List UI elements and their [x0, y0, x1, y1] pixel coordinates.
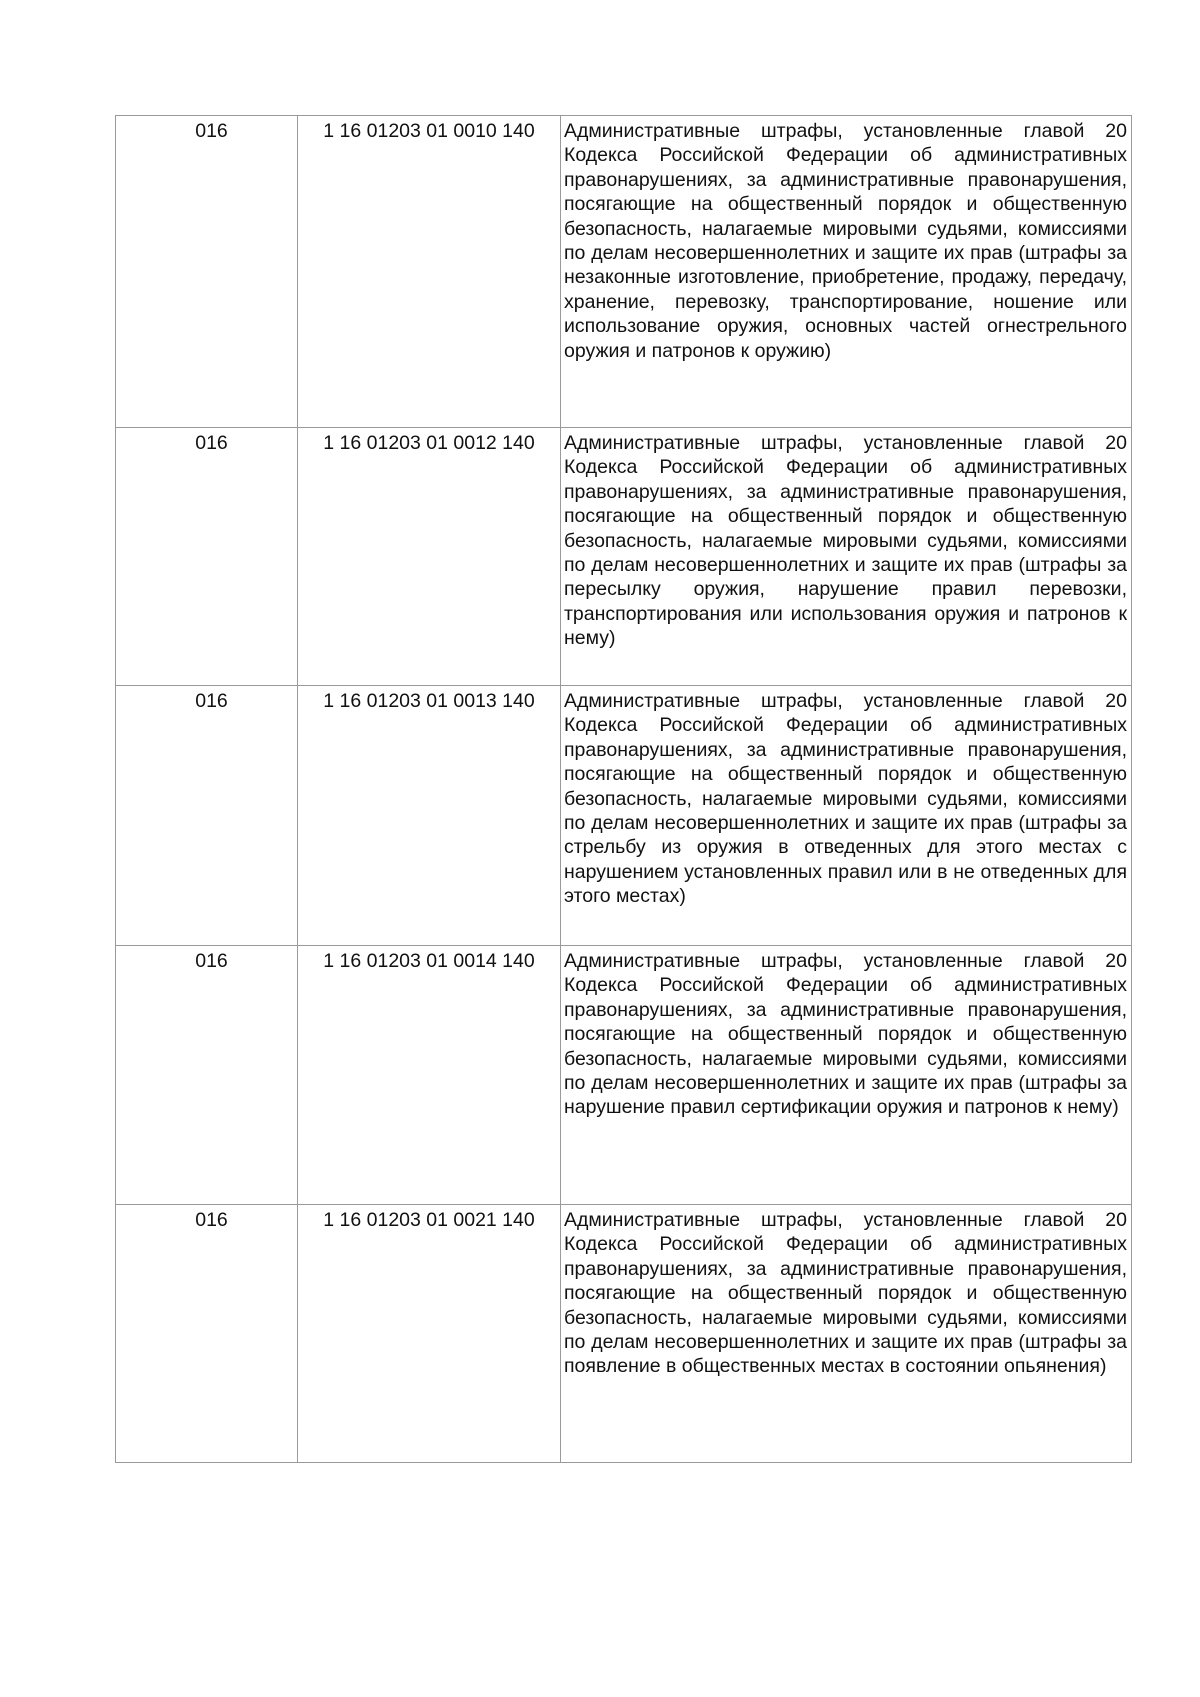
description-cell: Административные штрафы, установленные главой 20 Кодекса Российской Федерации об административных правонарушениях, за административные правонарушения, посягающие на общественный порядок и общественную безопасность, налагаемые мировыми судьями, комиссиями по делам несовершеннолетних и защите их прав (штрафы за нарушение правил сертификации оружия и патронов к нему)	[561, 946, 1132, 1205]
description-cell: Административные штрафы, установленные главой 20 Кодекса Российской Федерации об административных правонарушениях, за административные правонарушения, посягающие на общественный порядок и общественную безопасность, налагаемые мировыми судьями, комиссиями по делам несовершеннолетних и защите их прав (штрафы за появление в общественных местах в состоянии опьянения)	[561, 1205, 1132, 1463]
kbk-code-cell: 1 16 01203 01 0021 140	[298, 1205, 561, 1463]
admin-code-cell: 016	[116, 1205, 298, 1463]
admin-code-cell: 016	[116, 116, 298, 428]
description-cell: Административные штрафы, установленные главой 20 Кодекса Российской Федерации об административных правонарушениях, за административные правонарушения, посягающие на общественный порядок и общественную безопасность, налагаемые мировыми судьями, комиссиями по делам несовершеннолетних и защите их прав (штрафы за стрельбу из оружия в отведенных для этого местах с нарушением установленных правил или в не отведенных для этого местах)	[561, 686, 1132, 946]
kbk-code-cell: 1 16 01203 01 0012 140	[298, 428, 561, 686]
table-row	[116, 946, 1132, 1205]
table-row	[116, 428, 1132, 686]
table-row	[116, 686, 1132, 946]
admin-code-cell: 016	[116, 946, 298, 1205]
admin-code-cell: 016	[116, 428, 298, 686]
kbk-code-cell: 1 16 01203 01 0013 140	[298, 686, 561, 946]
description-cell: Административные штрафы, установленные главой 20 Кодекса Российской Федерации об административных правонарушениях, за административные правонарушения, посягающие на общественный порядок и общественную безопасность, налагаемые мировыми судьями, комиссиями по делам несовершеннолетних и защите их прав (штрафы за незаконные изготовление, приобретение, продажу, передачу, хранение, перевозку, транспортирование, ношение или использование оружия, основных частей огнестрельного оружия и патронов к оружию)	[561, 116, 1132, 428]
kbk-code-cell: 1 16 01203 01 0014 140	[298, 946, 561, 1205]
description-cell: Административные штрафы, установленные главой 20 Кодекса Российской Федерации об административных правонарушениях, за административные правонарушения, посягающие на общественный порядок и общественную безопасность, налагаемые мировыми судьями, комиссиями по делам несовершеннолетних и защите их прав (штрафы за пересылку оружия, нарушение правил перевозки, транспортирования или использования оружия и патронов к нему)	[561, 428, 1132, 686]
table-row	[116, 116, 1132, 428]
admin-code-cell: 016	[116, 686, 298, 946]
budget-classification-table	[115, 115, 1132, 1463]
kbk-code-cell: 1 16 01203 01 0010 140	[298, 116, 561, 428]
table-row	[116, 1205, 1132, 1463]
